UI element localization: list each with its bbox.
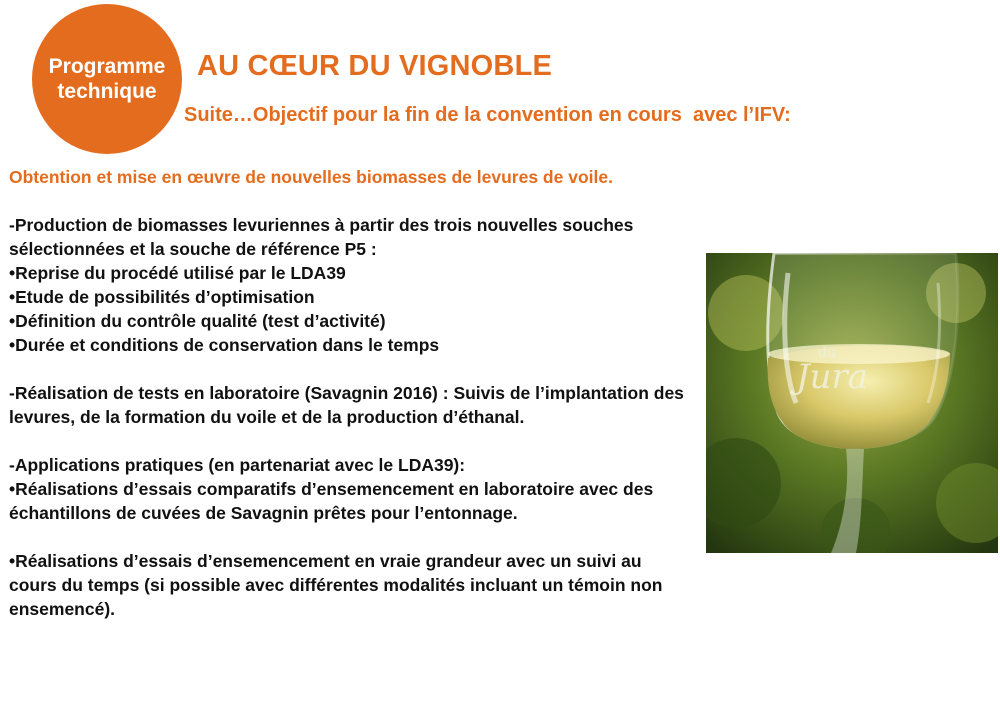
page-title: AU CŒUR DU VIGNOBLE: [197, 50, 553, 82]
wine-glass-photo: [706, 253, 998, 553]
section1-bullet: •Durée et conditions de conservation dans le temps: [9, 335, 440, 355]
wine-glass-illustration: [706, 253, 998, 553]
section1-bullet: •Etude de possibilités d’optimisation: [9, 287, 315, 307]
page-subtitle: Suite…Objectif pour la fin de la convention en cours avec l’IFV:: [184, 104, 791, 126]
badge-line-1: Programme: [48, 55, 166, 78]
lead-paragraph: Obtention et mise en œuvre de nouvelles biomasses de levures de voile.: [9, 167, 613, 187]
section3-heading: -Applications pratiques (en partenariat avec le LDA39):: [9, 455, 466, 475]
section1-heading: -Production de biomasses levuriennes à partir des trois nouvelles souches sélectionnées et la souche de référence P5 :: [9, 215, 634, 259]
section3-bullet: •Réalisations d’essais comparatifs d’ensemencement en laboratoire avec des échantillons de cuvées de Savagnin prêtes pour l’entonnage.: [9, 479, 654, 523]
section3-bullet: •Réalisations d’essais d’ensemencement en vraie grandeur avec un suivi au cours du temps (si possible avec différentes modalités incluant un témoin non ensemencé).: [9, 551, 663, 619]
main-content: [9, 165, 689, 621]
glass-engraving-large: Jura: [796, 357, 869, 397]
section1-bullet: •Reprise du procédé utilisé par le LDA39: [9, 263, 346, 283]
program-badge: [32, 4, 182, 154]
glass-engraving-small: du: [818, 345, 836, 361]
badge-line-2: technique: [57, 80, 157, 103]
section1-bullet: •Définition du contrôle qualité (test d’activité): [9, 311, 386, 331]
section2-text: -Réalisation de tests en laboratoire (Savagnin 2016) : Suivis de l’implantation des levures, de la formation du voile et de la production d’éthanal.: [9, 383, 684, 427]
